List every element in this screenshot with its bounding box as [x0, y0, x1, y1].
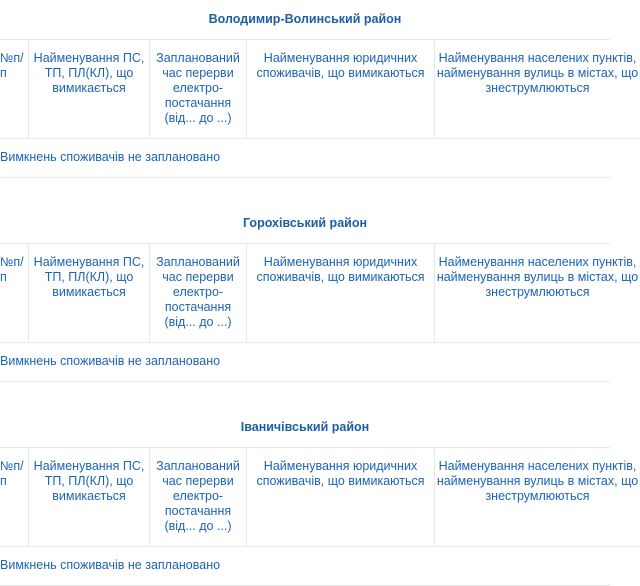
no-outages-message: Вимкнень споживачів не заплановано — [0, 342, 610, 382]
table-header-row — [0, 447, 640, 547]
column-header-legal-consumers: Найменування юридичних споживачів, що вимикаються — [247, 39, 435, 138]
column-header-time: Запланований час перерви електро-постачання (від... до ...) — [150, 447, 247, 546]
column-header-number: №п/п — [0, 447, 29, 546]
column-header-legal-consumers: Найменування юридичних споживачів, що вимикаються — [247, 447, 435, 546]
column-header-settlements: Найменування населених пунктів, найменування вулиць в містах, що знеструмлюються — [436, 51, 639, 95]
column-header-time: Запланований час перерви електро-постачання (від... до ...) — [150, 243, 247, 342]
district-title: Іваничівський район — [0, 408, 610, 448]
column-header-substation: Найменування ПС, ТП, ПЛ(КЛ), що вимикається — [29, 447, 150, 546]
column-header-number: №п/п — [0, 243, 29, 342]
no-outages-message: Вимкнень споживачів не заплановано — [0, 546, 610, 586]
table-header-row — [0, 39, 640, 139]
district-title: Горохівський район — [0, 204, 610, 244]
column-header-substation: Найменування ПС, ТП, ПЛ(КЛ), що вимикається — [29, 243, 150, 342]
column-header-number: №п/п — [0, 39, 29, 138]
column-header-settlements: Найменування населених пунктів, найменування вулиць в містах, що знеструмлюються — [436, 459, 639, 503]
district-title: Володимир-Волинський район — [0, 0, 610, 40]
table-header-row — [0, 243, 640, 343]
no-outages-message: Вимкнень споживачів не заплановано — [0, 138, 610, 178]
column-header-legal-consumers: Найменування юридичних споживачів, що вимикаються — [247, 243, 435, 342]
column-header-time: Запланований час перерви електро-постачання (від... до ...) — [150, 39, 247, 138]
column-header-substation: Найменування ПС, ТП, ПЛ(КЛ), що вимикається — [29, 39, 150, 138]
column-header-settlements: Найменування населених пунктів, найменування вулиць в містах, що знеструмлюються — [436, 255, 639, 299]
